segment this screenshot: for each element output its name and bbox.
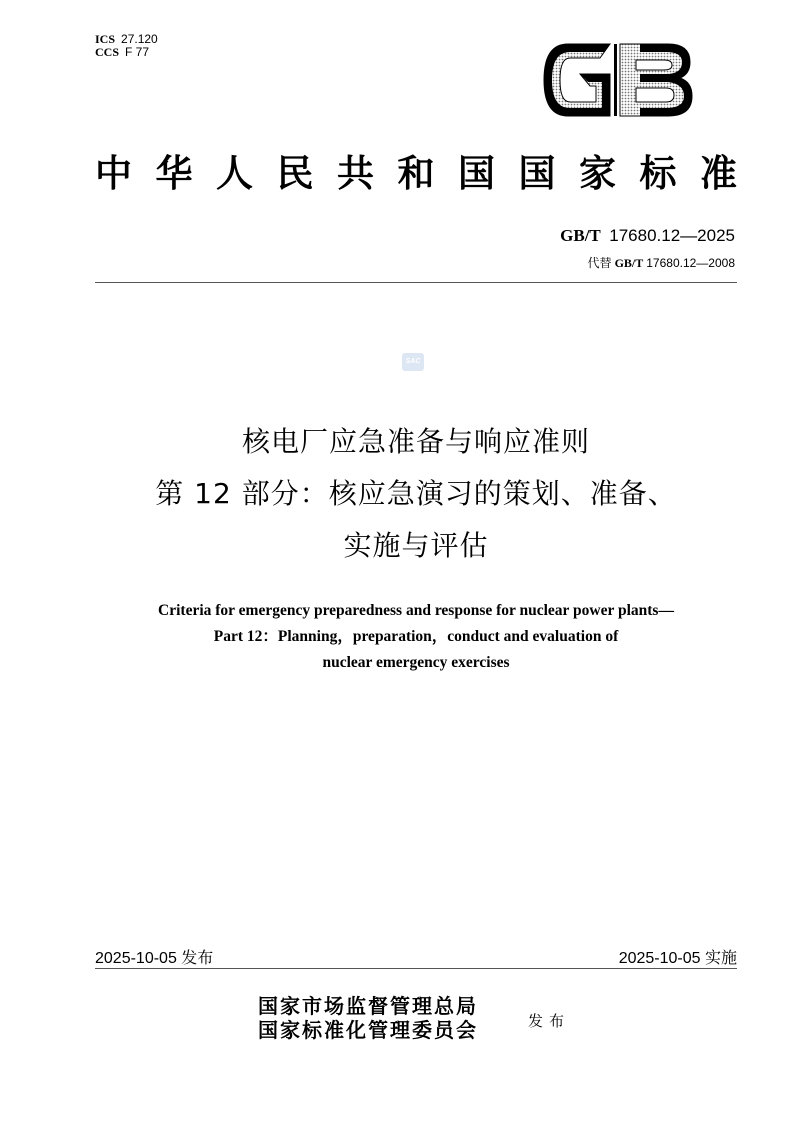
ccs-code: CCS F 77 — [95, 45, 150, 59]
sac-watermark-icon: SAC — [402, 353, 424, 371]
issuer-samr: 国家市场监督管理总局 — [258, 994, 478, 1018]
title-cn-line1: 核电厂应急准备与响应准则 — [241, 425, 590, 458]
footer-divider — [95, 968, 737, 969]
classification-codes — [95, 33, 158, 59]
title-en-line2: Part 12：Planning，preparation，conduct and evaluation of — [213, 628, 619, 645]
national-standard-title: 中 华 人 民 共 和 国 国 家 标 准 — [95, 151, 737, 195]
title-en-line1: Criteria for emergency preparedness and response for nuclear power plants— — [158, 602, 674, 619]
title-en-line3: nuclear emergency exercises — [322, 654, 510, 671]
issue-date: 2025-10-05 发布 — [95, 950, 214, 967]
issuer-sac: 国家标准化管理委员会 — [258, 1018, 478, 1042]
issuing-organizations — [258, 994, 478, 1042]
gb-logo-icon — [540, 40, 695, 120]
replaces-standard: 代替 GB/T 17680.12—2008 — [587, 256, 735, 270]
title-cn-line3: 实施与评估 — [343, 529, 489, 562]
issue-label: 发布 — [528, 1012, 571, 1030]
standard-number: GB/T 17680.12—2025 — [560, 226, 735, 245]
ics-code: ICS 27.120 — [95, 32, 158, 46]
title-cn-line2: 第 12 部分：核应急演习的策划、准备、 — [155, 477, 677, 510]
header-divider — [95, 282, 737, 283]
implementation-date: 2025-10-05 实施 — [618, 950, 737, 967]
